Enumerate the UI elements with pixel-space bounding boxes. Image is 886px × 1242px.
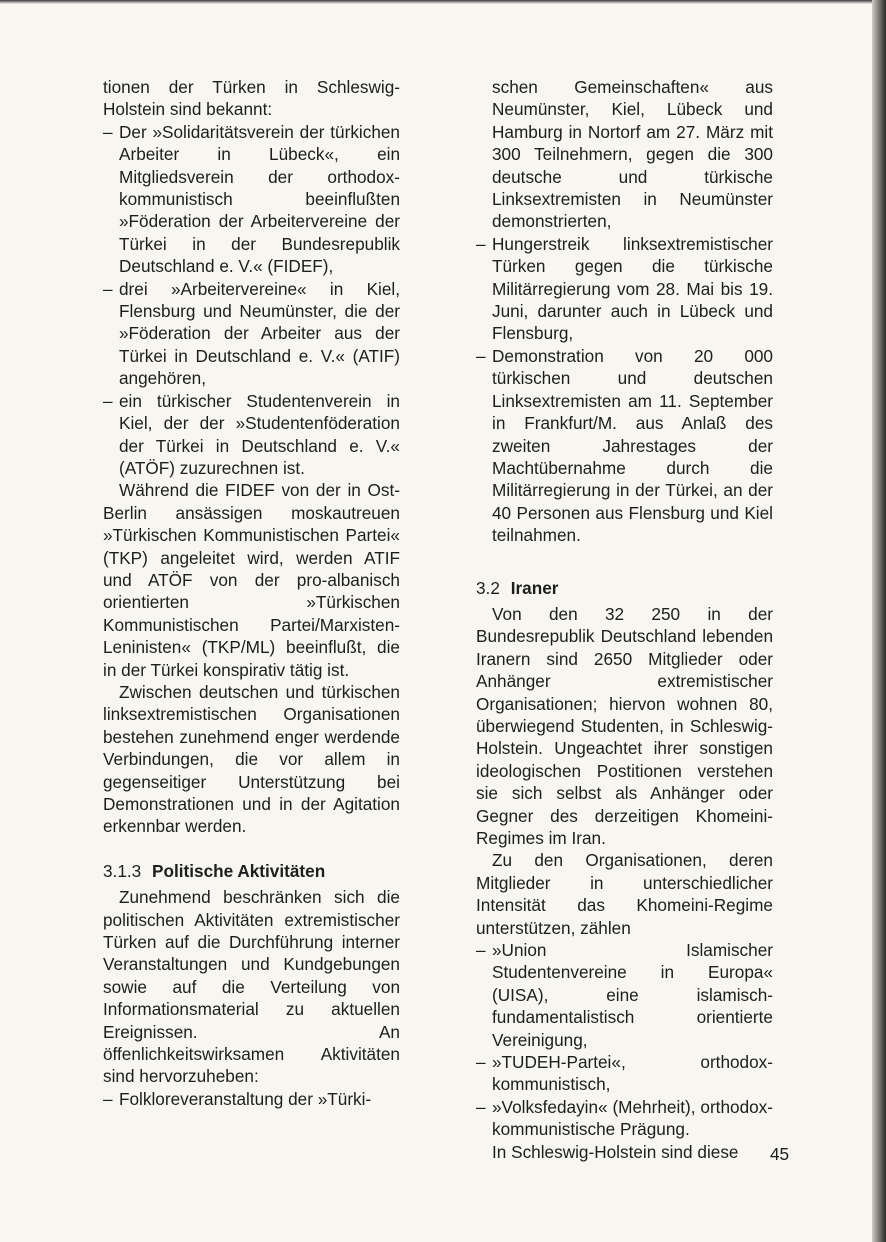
list-item: – Folkloreveranstaltung der »Türki- xyxy=(103,1088,372,1109)
section-title: Politische Aktivitäten xyxy=(152,860,326,881)
list-item-text: »Volksfedayin« (Mehrheit), orthodox-kommunistische Prägung. xyxy=(492,1096,773,1140)
list-item-text: Folkloreveranstaltung der »Türki- xyxy=(119,1088,372,1109)
list-item: – Hungerstreik linksextremistischer Türken gegen die türkische Militärregierung vom 28. Mai bis 19. Juni, darunter auch in Lübeck und Flensburg, xyxy=(476,233,773,344)
paragraph: Zu den Organisationen, deren Mitglieder in unterschiedlicher Intensität das Khomeini-Regime unterstützen, zählen xyxy=(476,850,773,938)
left-intro: tionen der Türken in Schleswig-Holstein sind bekannt: xyxy=(103,77,400,120)
page-binding-edge xyxy=(872,0,886,1242)
paragraph: Zwischen deutschen und türkischen linksextremistischen Organisationen bestehen zunehmend enger werdende Verbindungen, die vor allem in gegenseitiger Unterstützung bei Demonstrationen und in der Agitation erkennbar werden. xyxy=(103,681,400,837)
section-heading xyxy=(476,577,773,599)
list-item-text: »TUDEH-Partei«, orthodox-kommunistisch, xyxy=(492,1052,773,1095)
list-item: – Demonstration von 20 000 türkischen und deutschen Linksextremisten am 11. September in Frankfurt/M. aus Anlaß des zweiten Jahrestages der Machtübernahme durch die Militärregierung in der Türkei, an der 40 Personen aus Flensburg und Kiel teilnahmen. xyxy=(476,345,773,546)
right-column xyxy=(476,76,773,1163)
section-number: 3.1.3 xyxy=(103,860,142,881)
section-number: 3.2 xyxy=(476,577,500,598)
page-number: 45 xyxy=(770,1144,790,1164)
page-top-shadow xyxy=(0,0,886,4)
section-title: Iraner xyxy=(510,577,559,598)
list-item-text: Demonstration von 20 000 türkischen und deutschen Linksextremisten am 11. September in Frankfurt/M. aus Anlaß des zweiten Jahrestages der Machtübernahme durch die Militärregierung in der Türkei, an der 40 Personen aus Flensburg und Kiel teilnahmen. xyxy=(492,345,773,546)
section-heading xyxy=(103,860,400,882)
paragraph: Während die FIDEF von der in Ost-Berlin ansässigen moskautreuen »Türkischen Kommunistischen Partei« (TKP) angeleitet wird, werden ATIF und ATÖF von der pro-albanisch orientierten »Türkischen Kommunistischen Partei/Marxisten-Leninisten« (TKP/ML) beeinflußt, die in der Türkei konspirativ tätig ist. xyxy=(103,480,400,680)
list-item: – drei »Arbeitervereine« in Kiel, Flensburg und Neumünster, die der »Föderation der Arbeiter aus der Türkei in Deutschland e. V.« (ATIF) angehören, xyxy=(103,278,400,389)
left-column xyxy=(103,76,400,1110)
paragraph: In Schleswig-Holstein sind diese xyxy=(492,1141,739,1162)
list-item-text: drei »Arbeitervereine« in Kiel, Flensburg und Neumünster, die der »Föderation der Arbeiter aus der Türkei in Deutschland e. V.« (ATIF) angehören, xyxy=(119,278,400,389)
list-item-text: Hungerstreik linksextremistischer Türken gegen die türkische Militärregierung vom 28. Mai bis 19. Juni, darunter auch in Lübeck und Flensburg, xyxy=(492,233,773,344)
list-item: – »Union Islamischer Studentenvereine in Europa« (UISA), eine islamisch-fundamentalistisch orientierte Vereinigung, xyxy=(476,940,773,1050)
list-item: – ein türkischer Studentenverein in Kiel, der der »Studentenföderation der Türkei in Deutschland e. V.« (ATÖF) zuzurechnen ist. xyxy=(103,390,400,478)
list-item-text: ein türkischer Studentenverein in Kiel, der der »Studentenföderation der Türkei in Deutschland e. V.« (ATÖF) zuzurechnen ist. xyxy=(119,390,400,478)
list-item: – »Volksfedayin« (Mehrheit), orthodox-kommunistische Prägung. xyxy=(476,1096,773,1140)
paragraph: Zunehmend beschränken sich die politischen Aktivitäten extremistischer Türken auf die Durchführung interner Veranstaltungen und Kundgebungen sowie auf die Verteilung von Informationsmaterial zu aktuellen Ereignissen. An öffenlichkeitswirksamen Aktivitäten sind hervorzuheben: xyxy=(103,887,400,1087)
continued-item-text: schen Gemeinschaften« aus Neumünster, Kiel, Lübeck und Hamburg in Nortorf am 27. März mit 300 Teilnehmern, gegen die 300 deutsche und türkische Linksextremisten in Neumünster demonstrierten, xyxy=(492,77,773,232)
list-item: – Der »Solidaritätsverein der türkichen Arbeiter in Lübeck«, ein Mitgliedsverein der orthodox-kommunistisch beeinflußten »Föderation der Arbeitervereine der Türkei in der Bundesrepublik Deutschland e. V.« (FIDEF), xyxy=(103,121,400,277)
list-item: – »TUDEH-Partei«, orthodox-kommunistisch, xyxy=(476,1052,773,1095)
paragraph: Von den 32 250 in der Bundesrepublik Deutschland lebenden Iranern sind 2650 Mitglieder oder Anhänger extremistischer Organisationen; hiervon wohnen 80, überwiegend Studenten, in Schleswig-Holstein. Ungeachtet ihrer sonstigen ideologischen Postitionen verstehen sie sich selbst als Anhänger oder Gegner des derzeitigen Khomeini-Regimes im Iran. xyxy=(476,603,773,848)
list-item-text: Der »Solidaritätsverein der türkichen Arbeiter in Lübeck«, ein Mitgliedsverein der orthodox-kommunistisch beeinflußten »Föderation der Arbeitervereine der Türkei in der Bundesrepublik Deutschland e. V.« (FIDEF), xyxy=(119,121,400,277)
list-item-text: »Union Islamischer Studentenvereine in Europa« (UISA), eine islamisch-fundamentalistisch orientierte Vereinigung, xyxy=(492,940,773,1050)
